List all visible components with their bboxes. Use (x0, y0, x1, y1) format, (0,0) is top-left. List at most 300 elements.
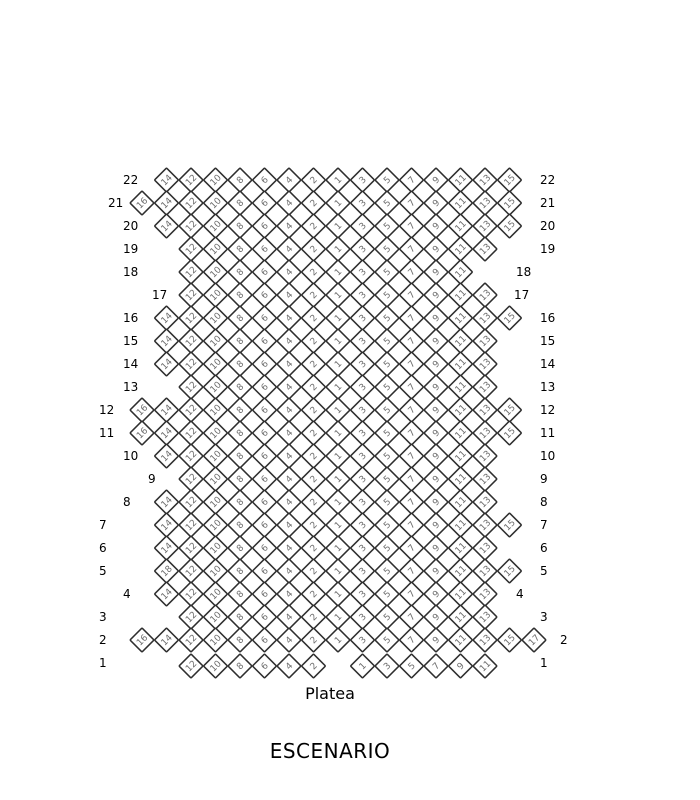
seat[interactable] (326, 628, 350, 652)
seat[interactable] (277, 283, 301, 307)
seat[interactable] (399, 444, 423, 468)
seat[interactable] (301, 260, 325, 284)
seat[interactable] (473, 444, 497, 468)
seat[interactable] (473, 490, 497, 514)
seat[interactable] (473, 628, 497, 652)
seat[interactable] (228, 559, 252, 583)
seat[interactable] (228, 513, 252, 537)
seat[interactable] (228, 605, 252, 629)
seat[interactable] (350, 214, 374, 238)
seat[interactable] (301, 513, 325, 537)
seat[interactable] (277, 214, 301, 238)
seat[interactable] (277, 237, 301, 261)
seat[interactable] (154, 214, 178, 238)
seat[interactable] (326, 237, 350, 261)
seat[interactable] (448, 329, 472, 353)
seat[interactable] (448, 628, 472, 652)
seat[interactable] (473, 536, 497, 560)
seat[interactable] (424, 260, 448, 284)
seat[interactable] (448, 283, 472, 307)
seat[interactable] (350, 398, 374, 422)
seat[interactable] (448, 398, 472, 422)
seat[interactable] (326, 582, 350, 606)
seat[interactable] (228, 283, 252, 307)
seat[interactable] (203, 605, 227, 629)
seat[interactable] (203, 582, 227, 606)
seat[interactable] (203, 168, 227, 192)
seat[interactable] (228, 444, 252, 468)
seat[interactable] (179, 513, 203, 537)
seat[interactable] (277, 306, 301, 330)
seat[interactable] (375, 559, 399, 583)
seat[interactable] (252, 283, 276, 307)
seat[interactable] (301, 628, 325, 652)
seat[interactable] (497, 168, 521, 192)
seat[interactable] (424, 421, 448, 445)
seat[interactable] (375, 444, 399, 468)
seat[interactable] (277, 490, 301, 514)
seat[interactable] (350, 168, 374, 192)
seat[interactable] (375, 421, 399, 445)
seat[interactable] (252, 467, 276, 491)
seat[interactable] (228, 191, 252, 215)
seat[interactable] (179, 490, 203, 514)
seat[interactable] (326, 375, 350, 399)
seat[interactable] (179, 421, 203, 445)
seat[interactable] (203, 421, 227, 445)
seat[interactable] (375, 582, 399, 606)
seat[interactable] (228, 237, 252, 261)
seat[interactable] (399, 605, 423, 629)
seat[interactable] (326, 352, 350, 376)
seat[interactable] (252, 306, 276, 330)
seat[interactable] (497, 191, 521, 215)
seat[interactable] (350, 582, 374, 606)
seat[interactable] (252, 513, 276, 537)
seat[interactable] (375, 490, 399, 514)
seat[interactable] (301, 237, 325, 261)
seat[interactable] (326, 214, 350, 238)
seat[interactable] (497, 559, 521, 583)
seat[interactable] (399, 283, 423, 307)
seat[interactable] (203, 628, 227, 652)
seat[interactable] (350, 444, 374, 468)
seat[interactable] (424, 654, 448, 678)
seat[interactable] (326, 605, 350, 629)
seat[interactable] (203, 536, 227, 560)
seat[interactable] (203, 237, 227, 261)
seat[interactable] (301, 559, 325, 583)
seat[interactable] (326, 398, 350, 422)
seat[interactable] (473, 421, 497, 445)
seat[interactable] (154, 559, 178, 583)
seat[interactable] (375, 214, 399, 238)
seat[interactable] (203, 191, 227, 215)
seat[interactable] (154, 444, 178, 468)
seat[interactable] (473, 168, 497, 192)
seat[interactable] (448, 237, 472, 261)
seat[interactable] (399, 559, 423, 583)
seat[interactable] (375, 628, 399, 652)
seat[interactable] (424, 237, 448, 261)
seat[interactable] (350, 654, 374, 678)
seat[interactable] (326, 444, 350, 468)
seat[interactable] (301, 490, 325, 514)
seat[interactable] (179, 352, 203, 376)
seat[interactable] (497, 421, 521, 445)
seat[interactable] (154, 329, 178, 353)
seat[interactable] (448, 559, 472, 583)
seat[interactable] (424, 559, 448, 583)
seat[interactable] (301, 306, 325, 330)
seat[interactable] (326, 260, 350, 284)
seat[interactable] (179, 260, 203, 284)
seat[interactable] (350, 375, 374, 399)
seat[interactable] (203, 490, 227, 514)
seat[interactable] (203, 329, 227, 353)
seat[interactable] (350, 237, 374, 261)
seat[interactable] (424, 306, 448, 330)
seat[interactable] (301, 352, 325, 376)
seat[interactable] (301, 168, 325, 192)
seat[interactable] (252, 329, 276, 353)
seat[interactable] (448, 536, 472, 560)
seat[interactable] (228, 398, 252, 422)
seat[interactable] (375, 329, 399, 353)
seat[interactable] (252, 398, 276, 422)
seat[interactable] (424, 398, 448, 422)
seat[interactable] (375, 375, 399, 399)
seat[interactable] (154, 628, 178, 652)
seat[interactable] (424, 536, 448, 560)
seat[interactable] (326, 306, 350, 330)
seat[interactable] (473, 214, 497, 238)
seat[interactable] (448, 605, 472, 629)
seat[interactable] (277, 329, 301, 353)
seat[interactable] (179, 283, 203, 307)
seat[interactable] (179, 536, 203, 560)
seat[interactable] (252, 237, 276, 261)
seat[interactable] (203, 559, 227, 583)
seat[interactable] (326, 421, 350, 445)
seat[interactable] (399, 352, 423, 376)
seat[interactable] (522, 628, 546, 652)
seat[interactable] (424, 582, 448, 606)
seat[interactable] (399, 467, 423, 491)
seat[interactable] (203, 654, 227, 678)
seat[interactable] (179, 559, 203, 583)
seat[interactable] (497, 306, 521, 330)
seat[interactable] (228, 421, 252, 445)
seat[interactable] (228, 536, 252, 560)
seat[interactable] (424, 628, 448, 652)
seat[interactable] (399, 260, 423, 284)
seat[interactable] (277, 559, 301, 583)
seat[interactable] (448, 513, 472, 537)
seat[interactable] (228, 260, 252, 284)
seat[interactable] (473, 283, 497, 307)
seat[interactable] (399, 214, 423, 238)
seat[interactable] (399, 168, 423, 192)
seat[interactable] (399, 536, 423, 560)
seat[interactable] (350, 513, 374, 537)
seat[interactable] (301, 444, 325, 468)
seat[interactable] (326, 467, 350, 491)
seat[interactable] (228, 168, 252, 192)
seat[interactable] (252, 352, 276, 376)
seat[interactable] (277, 168, 301, 192)
seat[interactable] (350, 283, 374, 307)
seat[interactable] (326, 191, 350, 215)
seat[interactable] (228, 490, 252, 514)
seat[interactable] (375, 191, 399, 215)
seat[interactable] (399, 375, 423, 399)
seat[interactable] (448, 168, 472, 192)
seat[interactable] (277, 628, 301, 652)
seat[interactable] (179, 375, 203, 399)
seat[interactable] (203, 306, 227, 330)
seat[interactable] (179, 654, 203, 678)
seat[interactable] (277, 421, 301, 445)
seat[interactable] (326, 168, 350, 192)
seat[interactable] (350, 536, 374, 560)
seat[interactable] (179, 306, 203, 330)
seat[interactable] (424, 191, 448, 215)
seat[interactable] (130, 628, 154, 652)
seat[interactable] (228, 306, 252, 330)
seat[interactable] (179, 628, 203, 652)
seat[interactable] (130, 421, 154, 445)
seat[interactable] (228, 654, 252, 678)
seat[interactable] (203, 513, 227, 537)
seat[interactable] (424, 444, 448, 468)
seat[interactable] (277, 654, 301, 678)
seat[interactable] (375, 352, 399, 376)
seat[interactable] (399, 654, 423, 678)
seat[interactable] (301, 536, 325, 560)
seat[interactable] (497, 513, 521, 537)
seat[interactable] (375, 237, 399, 261)
seat[interactable] (277, 444, 301, 468)
seat[interactable] (326, 513, 350, 537)
seat[interactable] (228, 329, 252, 353)
seat[interactable] (203, 352, 227, 376)
seat[interactable] (301, 605, 325, 629)
seat[interactable] (424, 375, 448, 399)
seat[interactable] (252, 628, 276, 652)
seat[interactable] (252, 444, 276, 468)
seat[interactable] (497, 628, 521, 652)
seat[interactable] (399, 513, 423, 537)
seat[interactable] (252, 191, 276, 215)
seat[interactable] (375, 536, 399, 560)
seat[interactable] (154, 191, 178, 215)
seat[interactable] (326, 490, 350, 514)
seat[interactable] (228, 582, 252, 606)
seat[interactable] (252, 654, 276, 678)
seat[interactable] (203, 283, 227, 307)
seat[interactable] (301, 654, 325, 678)
seat[interactable] (473, 191, 497, 215)
seat[interactable] (203, 444, 227, 468)
seat[interactable] (203, 467, 227, 491)
seat[interactable] (424, 352, 448, 376)
seat[interactable] (375, 654, 399, 678)
seat[interactable] (130, 191, 154, 215)
seat[interactable] (301, 191, 325, 215)
seat[interactable] (350, 260, 374, 284)
seat[interactable] (473, 582, 497, 606)
seat[interactable] (497, 214, 521, 238)
seat[interactable] (252, 605, 276, 629)
seat[interactable] (301, 421, 325, 445)
seat[interactable] (424, 329, 448, 353)
seat[interactable] (154, 168, 178, 192)
seat[interactable] (326, 559, 350, 583)
seat[interactable] (424, 605, 448, 629)
seat[interactable] (350, 352, 374, 376)
seat[interactable] (424, 283, 448, 307)
seat[interactable] (252, 260, 276, 284)
seat[interactable] (448, 191, 472, 215)
seat[interactable] (473, 375, 497, 399)
seat[interactable] (448, 654, 472, 678)
seat[interactable] (179, 329, 203, 353)
seat[interactable] (375, 513, 399, 537)
seat[interactable] (277, 375, 301, 399)
seat[interactable] (277, 467, 301, 491)
seat[interactable] (350, 628, 374, 652)
seat[interactable] (179, 168, 203, 192)
seat[interactable] (277, 582, 301, 606)
seat[interactable] (252, 490, 276, 514)
seat[interactable] (375, 283, 399, 307)
seat[interactable] (350, 467, 374, 491)
seat[interactable] (154, 536, 178, 560)
seat[interactable] (154, 398, 178, 422)
seat[interactable] (375, 467, 399, 491)
seat[interactable] (399, 306, 423, 330)
seat[interactable] (399, 329, 423, 353)
seat[interactable] (179, 467, 203, 491)
seat[interactable] (448, 214, 472, 238)
seat[interactable] (448, 444, 472, 468)
seat[interactable] (448, 306, 472, 330)
seat[interactable] (252, 168, 276, 192)
seat[interactable] (154, 306, 178, 330)
seat[interactable] (375, 605, 399, 629)
seat[interactable] (497, 398, 521, 422)
seat[interactable] (277, 513, 301, 537)
seat[interactable] (301, 214, 325, 238)
seat[interactable] (179, 237, 203, 261)
seat[interactable] (277, 260, 301, 284)
seat[interactable] (399, 191, 423, 215)
seat[interactable] (154, 582, 178, 606)
seat[interactable] (179, 444, 203, 468)
seat[interactable] (424, 214, 448, 238)
seat[interactable] (448, 421, 472, 445)
seat[interactable] (448, 352, 472, 376)
seat[interactable] (301, 398, 325, 422)
seat[interactable] (326, 283, 350, 307)
seat[interactable] (301, 582, 325, 606)
seat[interactable] (301, 467, 325, 491)
seat[interactable] (448, 582, 472, 606)
seat[interactable] (154, 513, 178, 537)
seat[interactable] (424, 168, 448, 192)
seat[interactable] (350, 329, 374, 353)
seat[interactable] (252, 214, 276, 238)
seat[interactable] (350, 191, 374, 215)
seat[interactable] (203, 260, 227, 284)
seat[interactable] (473, 329, 497, 353)
seat[interactable] (179, 191, 203, 215)
seat[interactable] (375, 260, 399, 284)
seat[interactable] (301, 283, 325, 307)
seat[interactable] (252, 559, 276, 583)
seat[interactable] (154, 352, 178, 376)
seat[interactable] (277, 605, 301, 629)
seat[interactable] (399, 628, 423, 652)
seat[interactable] (228, 214, 252, 238)
seat[interactable] (179, 214, 203, 238)
seat[interactable] (399, 490, 423, 514)
seat[interactable] (399, 237, 423, 261)
seat[interactable] (473, 513, 497, 537)
seat[interactable] (252, 536, 276, 560)
seat[interactable] (252, 582, 276, 606)
seat[interactable] (301, 329, 325, 353)
seat[interactable] (228, 375, 252, 399)
seat[interactable] (350, 421, 374, 445)
seat[interactable] (375, 168, 399, 192)
seat[interactable] (424, 467, 448, 491)
seat[interactable] (154, 490, 178, 514)
seat[interactable] (203, 214, 227, 238)
seat[interactable] (252, 375, 276, 399)
seat[interactable] (375, 398, 399, 422)
seat[interactable] (203, 398, 227, 422)
seat[interactable] (424, 490, 448, 514)
seat[interactable] (326, 536, 350, 560)
seat[interactable] (326, 329, 350, 353)
seat[interactable] (277, 191, 301, 215)
seat[interactable] (473, 467, 497, 491)
seat[interactable] (350, 306, 374, 330)
seat[interactable] (301, 375, 325, 399)
seat[interactable] (399, 421, 423, 445)
seat[interactable] (399, 582, 423, 606)
seat[interactable] (130, 398, 154, 422)
seat[interactable] (203, 375, 227, 399)
seat[interactable] (228, 467, 252, 491)
seat[interactable] (277, 536, 301, 560)
seat[interactable] (277, 352, 301, 376)
seat[interactable] (252, 421, 276, 445)
seat[interactable] (473, 398, 497, 422)
seat[interactable] (350, 490, 374, 514)
seat[interactable] (154, 421, 178, 445)
seat[interactable] (350, 559, 374, 583)
seat[interactable] (277, 398, 301, 422)
seat[interactable] (424, 513, 448, 537)
seat[interactable] (179, 582, 203, 606)
seat[interactable] (179, 605, 203, 629)
seat[interactable] (448, 375, 472, 399)
seat[interactable] (350, 605, 374, 629)
seat[interactable] (448, 490, 472, 514)
